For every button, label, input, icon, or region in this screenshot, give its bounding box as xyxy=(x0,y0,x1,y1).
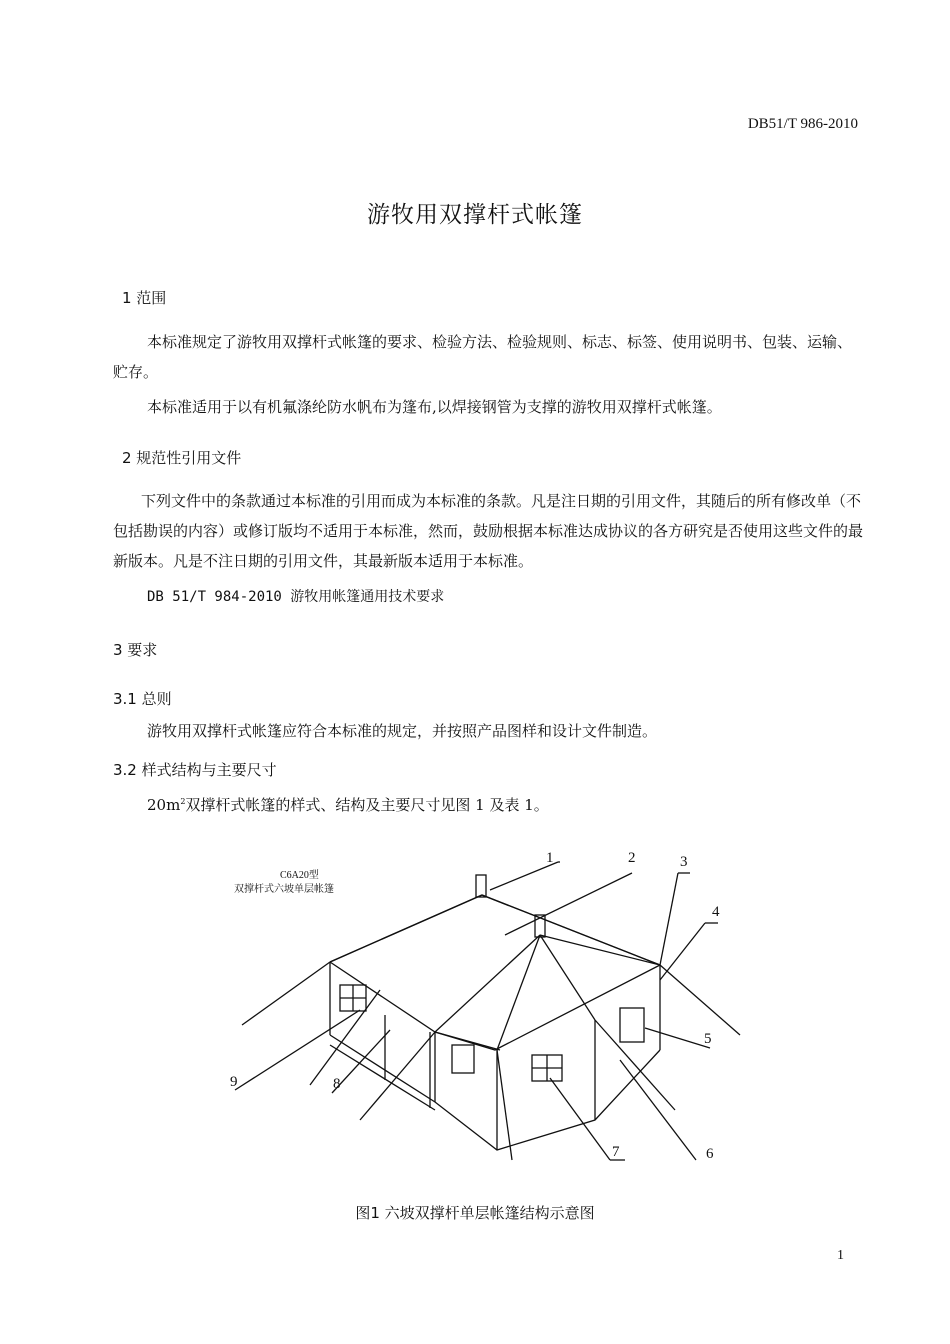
section-2-heading: 2 规范性引用文件 xyxy=(122,449,242,467)
section-3-1-paragraph: 游牧用双撑杆式帐篷应符合本标准的规定，并按照产品图样和设计文件制造。 xyxy=(147,722,658,740)
normative-reference: DB 51/T 984-2010 游牧用帐篷通用技术要求 xyxy=(147,589,445,605)
callout-3: 3 xyxy=(680,854,688,870)
section-3-heading: 3 要求 xyxy=(113,641,158,659)
window-front xyxy=(452,1045,474,1073)
callout-5: 5 xyxy=(704,1031,712,1047)
callout-6: 6 xyxy=(706,1146,714,1162)
callout-8: 8 xyxy=(333,1076,341,1092)
section-1-paragraph-1: 本标准规定了游牧用双撑杆式帐篷的要求、检验方法、检验规则、标志、标签、使用说明书、包装、运输、贮存。 xyxy=(113,333,853,381)
window-right xyxy=(620,1008,644,1042)
inset-label-name: 双撑杆式六坡单层帐篷 xyxy=(234,884,334,895)
inset-label-model: C6A20型 xyxy=(280,870,319,881)
tent-structure-diagram xyxy=(220,840,760,1180)
page-title: 游牧用双撑杆式帐篷 xyxy=(367,202,583,228)
callout-4: 4 xyxy=(712,904,720,920)
section-3-2-heading: 3.2 样式结构与主要尺寸 xyxy=(113,761,277,779)
section-3-1-heading: 3.1 总则 xyxy=(113,690,172,708)
area-value: 20m xyxy=(147,796,181,814)
section-2-paragraph: 下列文件中的条款通过本标准的引用而成为本标准的条款。凡是注日期的引用文件，其随后的所有修改单（不包括勘误的内容）或修订版均不适用于本标准，然而，鼓励根据本标准达成协议的各方研究是否使用这些文件的最新版本。凡是不注日期的引用文件，其最新版本适用于本标准。 xyxy=(113,492,864,570)
callout-2: 2 xyxy=(628,850,636,866)
callout-7: 7 xyxy=(612,1144,620,1160)
document-number: DB51/T 986-2010 xyxy=(747,116,858,132)
section-1-heading: 1 范围 xyxy=(122,289,167,307)
section-3-2-text: 双撑杆式帐篷的样式、结构及主要尺寸见图 1 及表 1。 xyxy=(185,796,549,814)
pole-top-1 xyxy=(476,875,486,897)
callout-1: 1 xyxy=(546,850,554,866)
roof-back-ridge xyxy=(330,895,660,965)
figure-caption: 图1 六坡双撑杆单层帐篷结构示意图 xyxy=(355,1204,595,1222)
area-superscript: 2 xyxy=(180,797,186,806)
section-3-2-paragraph xyxy=(147,787,847,820)
callout-9: 9 xyxy=(230,1074,238,1090)
page-number: 1 xyxy=(837,1248,844,1263)
section-1-paragraph-2: 本标准适用于以有机氟涤纶防水帆布为篷布,以焊接钢管为支撑的游牧用双撑杆式帐篷。 xyxy=(147,398,722,416)
